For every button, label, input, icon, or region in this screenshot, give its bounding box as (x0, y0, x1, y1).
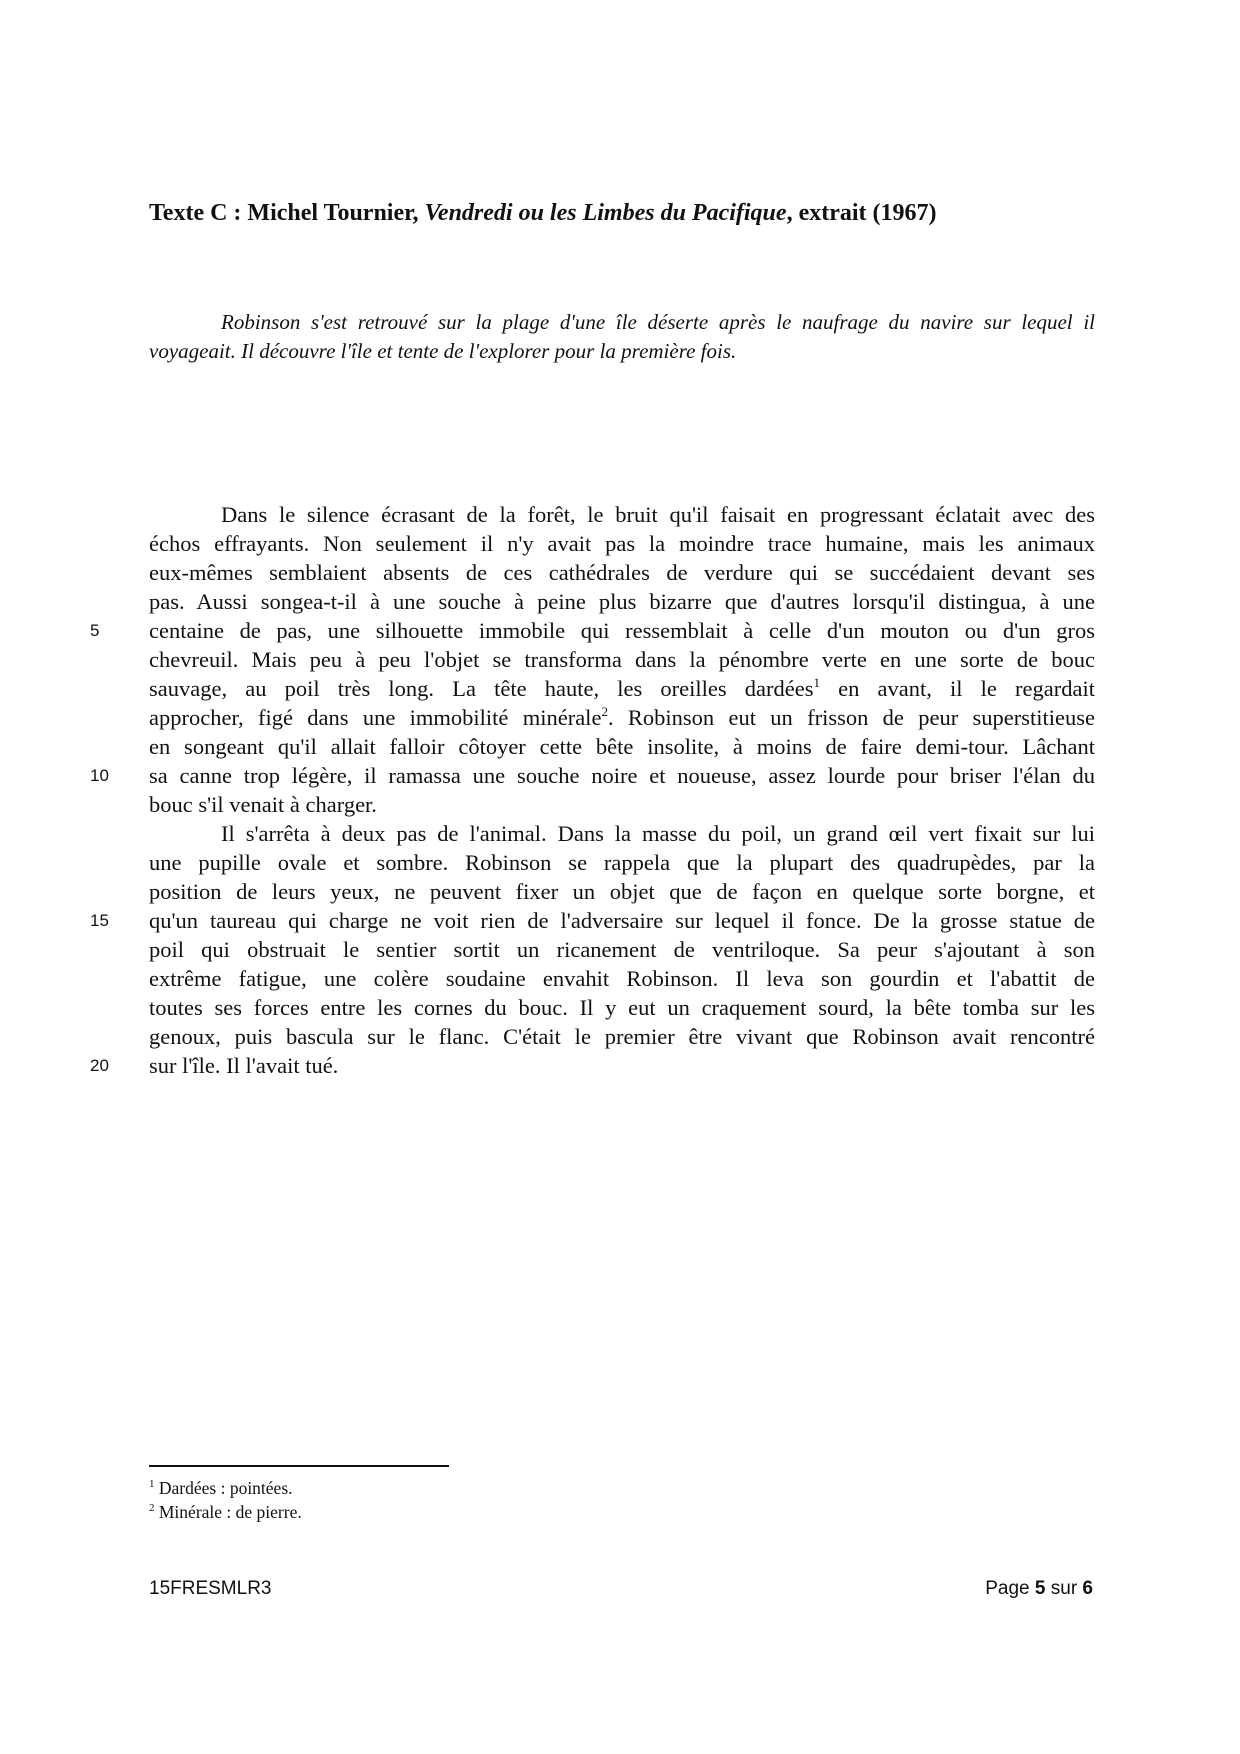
text-line: position de leurs yeux, ne peuvent fixer un objet que de façon en quelque sorte borgne, et (149, 879, 1095, 904)
footnote (149, 1476, 293, 1500)
title-suffix: , extrait (1967) (786, 200, 937, 226)
text-line: une pupille ovale et sombre. Robinson se rappela que la plupart des quadrupèdes, par la (149, 850, 1095, 875)
footnote-ref: 2 (601, 704, 608, 719)
page-total: 6 (1082, 1578, 1093, 1599)
text-segment: . Robinson eut un frisson de peur superstitieuse (607, 705, 1095, 730)
text-segment: approcher, figé dans une immobilité minérale (149, 705, 602, 730)
line-number: 15 (90, 911, 109, 930)
footnote-text: Dardées : pointées. (158, 1478, 293, 1498)
line-number: 5 (90, 621, 100, 640)
text-line: centaine de pas, une silhouette immobile qui ressemblait à celle d'un mouton ou d'un gros (149, 618, 1095, 643)
footnote-ref: 1 (813, 675, 820, 690)
text-line: toutes ses forces entre les cornes du bouc. Il y eut un craquement sourd, la bête tomba sur les (149, 995, 1095, 1020)
text-line: Il s'arrêta à deux pas de l'animal. Dans la masse du poil, un grand œil vert fixait sur lui (221, 821, 1095, 846)
text-segment: en avant, il le regardait (819, 676, 1095, 701)
intro-text: Robinson s'est retrouvé sur la plage d'une île déserte après le naufrage du navire sur lequel il voyageait. Il découvre l'île et tente de l'explorer pour la première fois. (149, 310, 1095, 363)
text-line: bouc s'il venait à charger. (149, 792, 377, 817)
text-line: extrême fatigue, une colère soudaine envahit Robinson. Il leva son gourdin et l'abattit de (149, 966, 1095, 991)
text-line: poil qui obstruait le sentier sortit un ricanement de ventriloque. Sa peur s'ajoutant à son (149, 937, 1095, 962)
text-segment: sauvage, au poil très long. La tête haute, les oreilles dardées (149, 676, 814, 701)
footnote (149, 1500, 302, 1524)
line-number: 20 (90, 1056, 109, 1075)
page-separator: sur (1045, 1578, 1083, 1599)
page-indicator (985, 1578, 1093, 1600)
title-prefix: Texte C : Michel Tournier, (149, 200, 425, 226)
text-line: échos effrayants. Non seulement il n'y avait pas la moindre trace humaine, mais les animaux (149, 531, 1095, 556)
text-line: chevreuil. Mais peu à peu l'objet se transforma dans la pénombre verte en une sorte de bouc (149, 647, 1095, 672)
text-line: sa canne trop légère, il ramassa une souche noire et noueuse, assez lourde pour briser l'élan du (149, 763, 1095, 788)
text-line: en songeant qu'il allait falloir côtoyer cette bête insolite, à moins de faire demi-tour. Lâchant (149, 734, 1095, 759)
document-title (149, 200, 937, 227)
footnote-number: 1 (149, 1478, 155, 1490)
text-line: Dans le silence écrasant de la forêt, le bruit qu'il faisait en progressant éclatait avec des (221, 502, 1095, 527)
text-line: eux-mêmes semblaient absents de ces cathédrales de verdure qui se succédaient devant ses (149, 560, 1095, 585)
text-line: sur l'île. Il l'avait tué. (149, 1053, 339, 1078)
text-line: genoux, puis bascula sur le flanc. C'était le premier être vivant que Robinson avait rencontré (149, 1024, 1095, 1049)
page-current: 5 (1034, 1578, 1046, 1599)
intro-paragraph (149, 308, 1095, 366)
title-work: Vendredi ou les Limbes du Pacifique (424, 200, 787, 226)
footnote-separator (149, 1465, 449, 1467)
text-line (149, 703, 1095, 732)
text-line (149, 674, 1095, 703)
document-code: 15FRESMLR3 (149, 1578, 272, 1599)
footnote-number: 2 (149, 1502, 155, 1514)
text-line: qu'un taureau qui charge ne voit rien de l'adversaire sur lequel il fonce. De la grosse statue de (149, 908, 1095, 933)
footnote-text: Minérale : de pierre. (158, 1502, 302, 1522)
page-label: Page (985, 1578, 1035, 1599)
line-number: 10 (90, 766, 109, 785)
text-line: pas. Aussi songea-t-il à une souche à peine plus bizarre que d'autres lorsqu'il distingua, à une (149, 589, 1095, 614)
